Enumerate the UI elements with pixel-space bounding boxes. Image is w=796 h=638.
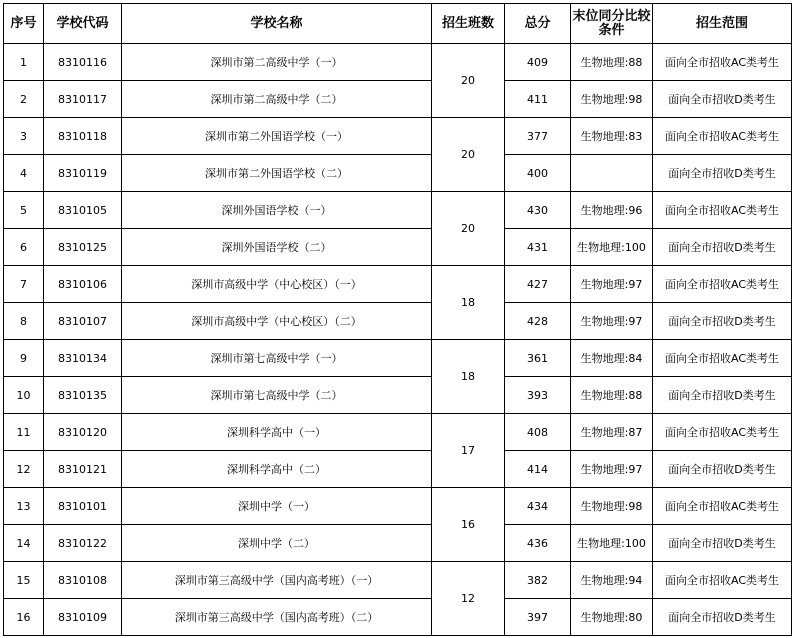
cell-seq: 4: [4, 155, 44, 192]
cell-total-score: 411: [505, 81, 571, 118]
header-classes: 招生班数: [432, 4, 505, 44]
cell-tie-condition: 生物地理:98: [571, 81, 653, 118]
header-code: 学校代码: [44, 4, 122, 44]
cell-class-count: 12: [432, 562, 505, 636]
table-row: [4, 488, 792, 525]
cell-tie-condition: [571, 155, 653, 192]
cell-total-score: 430: [505, 192, 571, 229]
table-row: [4, 118, 792, 155]
header-score: 总分: [505, 4, 571, 44]
cell-school-name: 深圳科学高中（一）: [122, 414, 432, 451]
cell-school-name: 深圳科学高中（二）: [122, 451, 432, 488]
cell-enroll-range: 面向全市招收D类考生: [653, 451, 792, 488]
cell-tie-condition: 生物地理:100: [571, 525, 653, 562]
cell-total-score: 427: [505, 266, 571, 303]
header-row: [4, 4, 792, 44]
cell-enroll-range: 面向全市招收AC类考生: [653, 562, 792, 599]
cell-class-count: 18: [432, 340, 505, 414]
cell-school-name: 深圳中学（二）: [122, 525, 432, 562]
table-row: [4, 44, 792, 81]
cell-total-score: 434: [505, 488, 571, 525]
cell-enroll-range: 面向全市招收AC类考生: [653, 192, 792, 229]
cell-code: 8310135: [44, 377, 122, 414]
cell-class-count: 17: [432, 414, 505, 488]
cell-school-name: 深圳市高级中学（中心校区）（一）: [122, 266, 432, 303]
cell-tie-condition: 生物地理:87: [571, 414, 653, 451]
admission-table: [3, 3, 792, 636]
cell-tie-condition: 生物地理:97: [571, 303, 653, 340]
cell-seq: 14: [4, 525, 44, 562]
cell-enroll-range: 面向全市招收AC类考生: [653, 488, 792, 525]
cell-total-score: 436: [505, 525, 571, 562]
cell-seq: 8: [4, 303, 44, 340]
cell-enroll-range: 面向全市招收D类考生: [653, 155, 792, 192]
table-row: [4, 81, 792, 118]
cell-enroll-range: 面向全市招收AC类考生: [653, 266, 792, 303]
cell-school-name: 深圳市第三高级中学（国内高考班）（一）: [122, 562, 432, 599]
table-row: [4, 525, 792, 562]
cell-total-score: 382: [505, 562, 571, 599]
cell-code: 8310134: [44, 340, 122, 377]
cell-enroll-range: 面向全市招收D类考生: [653, 229, 792, 266]
cell-seq: 7: [4, 266, 44, 303]
cell-tie-condition: 生物地理:83: [571, 118, 653, 155]
cell-total-score: 377: [505, 118, 571, 155]
table-row: [4, 340, 792, 377]
cell-total-score: 397: [505, 599, 571, 636]
cell-enroll-range: 面向全市招收AC类考生: [653, 118, 792, 155]
table-row: [4, 377, 792, 414]
cell-seq: 5: [4, 192, 44, 229]
cell-code: 8310118: [44, 118, 122, 155]
cell-seq: 15: [4, 562, 44, 599]
cell-tie-condition: 生物地理:97: [571, 451, 653, 488]
cell-code: 8310121: [44, 451, 122, 488]
cell-class-count: 20: [432, 192, 505, 266]
cell-tie-condition: 生物地理:96: [571, 192, 653, 229]
cell-code: 8310116: [44, 44, 122, 81]
cell-enroll-range: 面向全市招收AC类考生: [653, 340, 792, 377]
cell-tie-condition: 生物地理:88: [571, 44, 653, 81]
cell-tie-condition: 生物地理:97: [571, 266, 653, 303]
header-range: 招生范围: [653, 4, 792, 44]
cell-total-score: 431: [505, 229, 571, 266]
cell-enroll-range: 面向全市招收D类考生: [653, 599, 792, 636]
cell-code: 8310108: [44, 562, 122, 599]
cell-code: 8310120: [44, 414, 122, 451]
cell-code: 8310119: [44, 155, 122, 192]
cell-total-score: 408: [505, 414, 571, 451]
cell-school-name: 深圳市第二外国语学校（一）: [122, 118, 432, 155]
cell-class-count: 16: [432, 488, 505, 562]
cell-total-score: 428: [505, 303, 571, 340]
cell-enroll-range: 面向全市招收D类考生: [653, 303, 792, 340]
table-row: [4, 451, 792, 488]
cell-enroll-range: 面向全市招收AC类考生: [653, 414, 792, 451]
cell-tie-condition: 生物地理:100: [571, 229, 653, 266]
cell-seq: 10: [4, 377, 44, 414]
cell-total-score: 393: [505, 377, 571, 414]
cell-tie-condition: 生物地理:94: [571, 562, 653, 599]
cell-school-name: 深圳市第三高级中学（国内高考班）（二）: [122, 599, 432, 636]
cell-class-count: 20: [432, 44, 505, 118]
cell-tie-condition: 生物地理:84: [571, 340, 653, 377]
cell-code: 8310122: [44, 525, 122, 562]
cell-seq: 11: [4, 414, 44, 451]
cell-seq: 6: [4, 229, 44, 266]
cell-code: 8310105: [44, 192, 122, 229]
table-row: [4, 599, 792, 636]
cell-code: 8310107: [44, 303, 122, 340]
cell-school-name: 深圳外国语学校（二）: [122, 229, 432, 266]
cell-total-score: 361: [505, 340, 571, 377]
header-seq: 序号: [4, 4, 44, 44]
cell-seq: 16: [4, 599, 44, 636]
cell-seq: 2: [4, 81, 44, 118]
table-row: [4, 562, 792, 599]
cell-code: 8310106: [44, 266, 122, 303]
cell-tie-condition: 生物地理:98: [571, 488, 653, 525]
cell-school-name: 深圳市第七高级中学（二）: [122, 377, 432, 414]
cell-seq: 13: [4, 488, 44, 525]
cell-class-count: 18: [432, 266, 505, 340]
header-name: 学校名称: [122, 4, 432, 44]
table-row: [4, 155, 792, 192]
table-body: [4, 44, 792, 636]
cell-enroll-range: 面向全市招收D类考生: [653, 525, 792, 562]
cell-enroll-range: 面向全市招收D类考生: [653, 377, 792, 414]
cell-code: 8310117: [44, 81, 122, 118]
cell-total-score: 409: [505, 44, 571, 81]
cell-school-name: 深圳市第七高级中学（一）: [122, 340, 432, 377]
cell-seq: 1: [4, 44, 44, 81]
cell-seq: 3: [4, 118, 44, 155]
cell-code: 8310109: [44, 599, 122, 636]
cell-school-name: 深圳市第二高级中学（一）: [122, 44, 432, 81]
header-cond-label: 末位同分比较条件: [572, 8, 651, 38]
table-row: [4, 414, 792, 451]
table-row: [4, 303, 792, 340]
cell-code: 8310125: [44, 229, 122, 266]
cell-enroll-range: 面向全市招收AC类考生: [653, 44, 792, 81]
cell-code: 8310101: [44, 488, 122, 525]
table-row: [4, 266, 792, 303]
cell-seq: 9: [4, 340, 44, 377]
cell-tie-condition: 生物地理:88: [571, 377, 653, 414]
cell-seq: 12: [4, 451, 44, 488]
table-row: [4, 229, 792, 266]
cell-school-name: 深圳市高级中学（中心校区）（二）: [122, 303, 432, 340]
cell-school-name: 深圳外国语学校（一）: [122, 192, 432, 229]
cell-total-score: 400: [505, 155, 571, 192]
cell-school-name: 深圳中学（一）: [122, 488, 432, 525]
cell-enroll-range: 面向全市招收D类考生: [653, 81, 792, 118]
cell-tie-condition: 生物地理:80: [571, 599, 653, 636]
header-cond: [571, 4, 653, 44]
cell-school-name: 深圳市第二高级中学（二）: [122, 81, 432, 118]
table-row: [4, 192, 792, 229]
cell-school-name: 深圳市第二外国语学校（二）: [122, 155, 432, 192]
cell-class-count: 20: [432, 118, 505, 192]
cell-total-score: 414: [505, 451, 571, 488]
